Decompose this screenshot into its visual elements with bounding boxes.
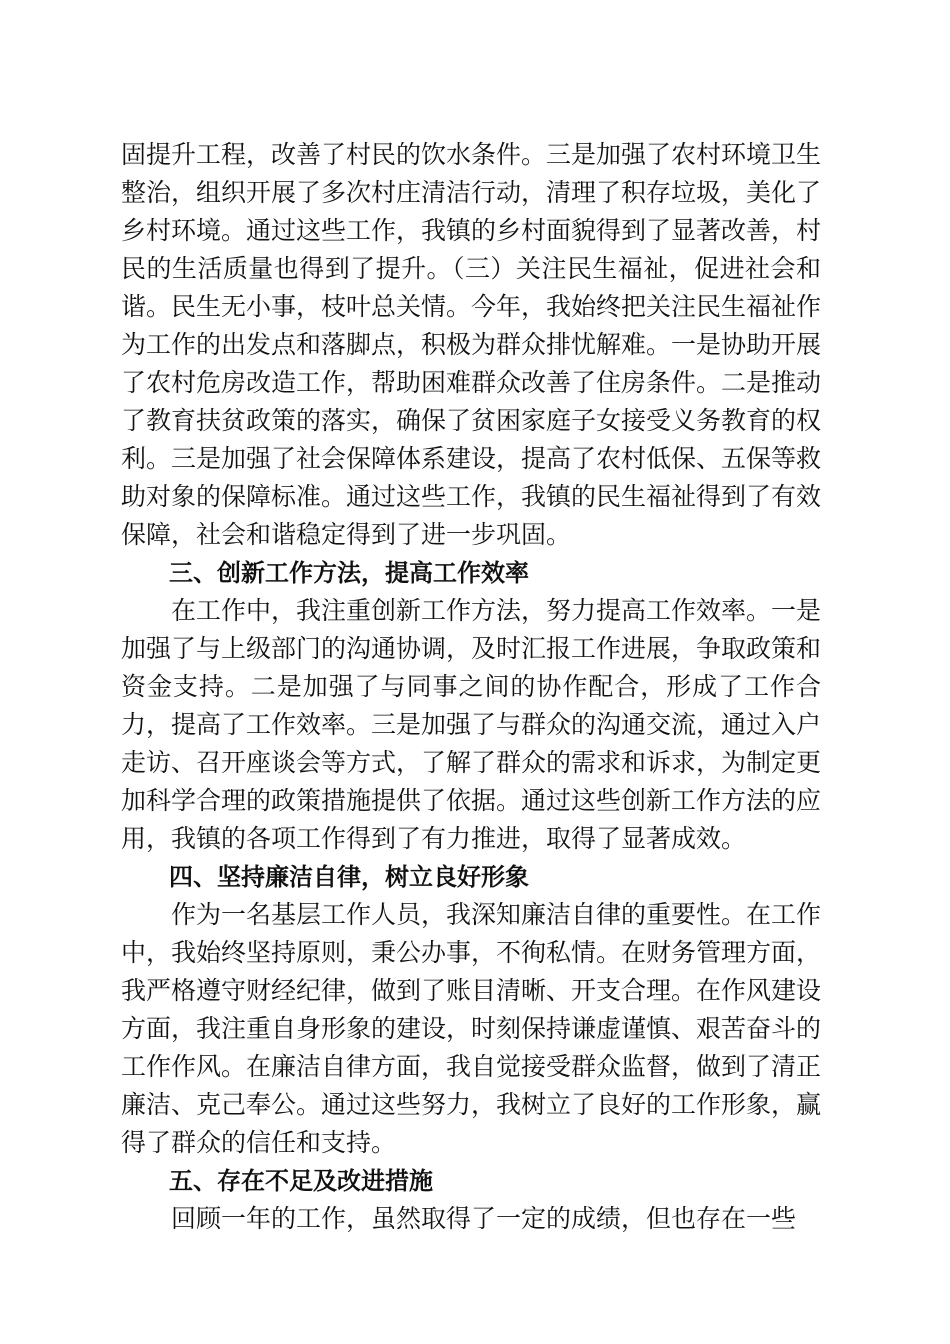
- section-heading-integrity: 四、坚持廉洁自律，树立良好形象: [169, 863, 529, 891]
- section-heading-shortcomings: 五、存在不足及改进措施: [169, 1167, 433, 1195]
- paragraph-shortcomings: 回顾一年的工作，虽然取得了一定的成绩，但也存在一些: [171, 1204, 797, 1233]
- paragraph-innovation: 在工作中，我注重创新工作方法，努力提高工作效率。一是加强了与上级部门的沟通协调，及时汇报工作进展，争取政策和资金支持。二是加强了与同事之间的协作配合，形成了工作合力，提高了工作效率。三是加强了与群众的沟通交流，通过入户走访、召开座谈会等方式，了解了群众的需求和诉求，为制定更加科学合理的政策措施提供了依据。通过这些创新工作方法的应用，我镇的各项工作得到了有力推进，取得了显著成效。: [121, 596, 822, 853]
- section-heading-innovation: 三、创新工作方法，提高工作效率: [169, 559, 529, 587]
- paragraph-livelihood: 固提升工程，改善了村民的饮水条件。三是加强了农村环境卫生整治，组织开展了多次村庄清洁行动，清理了积存垃圾，美化了乡村环境。通过这些工作，我镇的乡村面貌得到了显著改善，村民的生活质量也得到了提升。（三）关注民生福祉，促进社会和谐。民生无小事，枝叶总关情。今年，我始终把关注民生福祉作为工作的出发点和落脚点，积极为群众排忧解难。一是协助开展了农村危房改造工作，帮助困难群众改善了住房条件。二是推动了教育扶贫政策的落实，确保了贫困家庭子女接受义务教育的权利。三是加强了社会保障体系建设，提高了农村低保、五保等救助对象的保障标准。通过这些工作，我镇的民生福祉得到了有效保障，社会和谐稳定得到了进一步巩固。: [121, 140, 822, 549]
- paragraph-integrity: 作为一名基层工作人员，我深知廉洁自律的重要性。在工作中，我始终坚持原则，秉公办事，不徇私情。在财务管理方面，我严格遵守财经纪律，做到了账目清晰、开支合理。在作风建设方面，我注重自身形象的建设，时刻保持谦虚谨慎、艰苦奋斗的工作作风。在廉洁自律方面，我自觉接受群众监督，做到了清正廉洁、克己奉公。通过这些努力，我树立了良好的工作形象，赢得了群众的信任和支持。: [121, 900, 822, 1157]
- document-page: [121, 136, 821, 1238]
